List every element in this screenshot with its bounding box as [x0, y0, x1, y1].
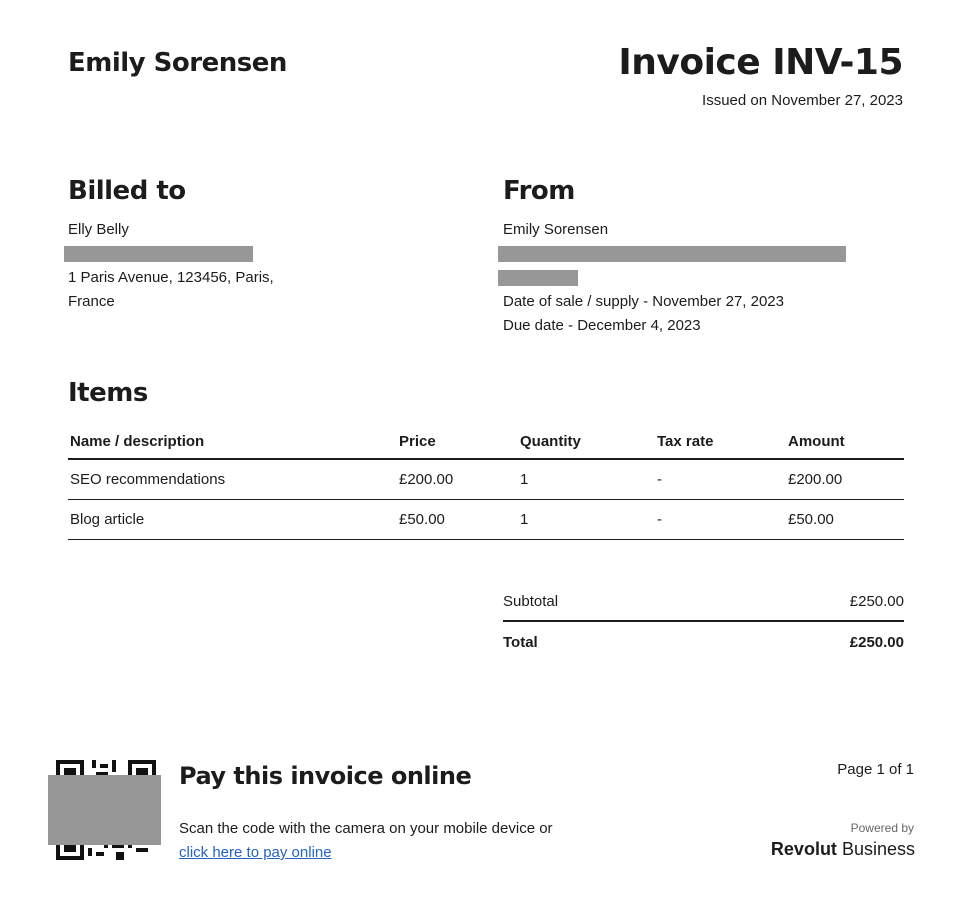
items-header-row	[68, 424, 904, 459]
redaction-block	[48, 775, 161, 845]
pay-online-description	[179, 817, 553, 865]
due-date: Due date - December 4, 2023	[503, 317, 701, 334]
from-name: Emily Sorensen	[503, 221, 609, 238]
pay-online-title: Pay this invoice online	[179, 762, 472, 790]
item-tax-rate: -	[655, 500, 786, 540]
table-row	[68, 459, 904, 500]
redaction-block	[64, 246, 253, 262]
column-header-amount: Amount	[786, 424, 904, 459]
redaction-block	[498, 246, 846, 262]
item-quantity: 1	[518, 459, 655, 500]
subtotal-label: Subtotal	[503, 592, 559, 610]
billed-to-address-line2: France	[68, 293, 115, 310]
item-name: Blog article	[68, 500, 397, 540]
item-tax-rate: -	[655, 459, 786, 500]
subtotal-value: £250.00	[849, 592, 904, 610]
billed-to-heading: Billed to	[68, 176, 186, 206]
billed-to-name: Elly Belly	[68, 221, 129, 238]
table-row	[68, 500, 904, 540]
brand-primary: Revolut	[770, 839, 837, 859]
invoice-title: Invoice INV-15	[618, 42, 903, 83]
total-label: Total	[503, 633, 538, 651]
item-amount: £200.00	[786, 459, 904, 500]
item-name: SEO recommendations	[68, 459, 397, 500]
pay-instructions: Scan the code with the camera on your mobile device or	[179, 820, 553, 837]
column-header-name: Name / description	[68, 424, 397, 459]
items-table	[68, 424, 904, 540]
total-row	[503, 623, 904, 661]
column-header-quantity: Quantity	[518, 424, 655, 459]
subtotal-row	[503, 582, 904, 622]
item-price: £200.00	[397, 459, 518, 500]
items-heading: Items	[68, 378, 148, 408]
billed-to-address-line1: 1 Paris Avenue, 123456, Paris,	[68, 269, 274, 286]
item-price: £50.00	[397, 500, 518, 540]
column-header-tax-rate: Tax rate	[655, 424, 786, 459]
revolut-business-logo	[771, 839, 915, 860]
billed-to-details	[68, 218, 328, 314]
issued-date: Issued on November 27, 2023	[702, 92, 903, 109]
item-quantity: 1	[518, 500, 655, 540]
page-number: Page 1 of 1	[837, 761, 914, 778]
total-value: £250.00	[849, 633, 904, 651]
from-heading: From	[503, 176, 575, 206]
pay-online-link[interactable]: click here to pay online	[179, 844, 332, 861]
item-amount: £50.00	[786, 500, 904, 540]
date-of-sale: Date of sale / supply - November 27, 2023	[503, 293, 784, 310]
powered-by-label: Powered by	[850, 821, 914, 835]
redaction-block	[498, 270, 578, 286]
issuer-name: Emily Sorensen	[68, 48, 287, 78]
brand-secondary: Business	[841, 839, 915, 859]
column-header-price: Price	[397, 424, 518, 459]
